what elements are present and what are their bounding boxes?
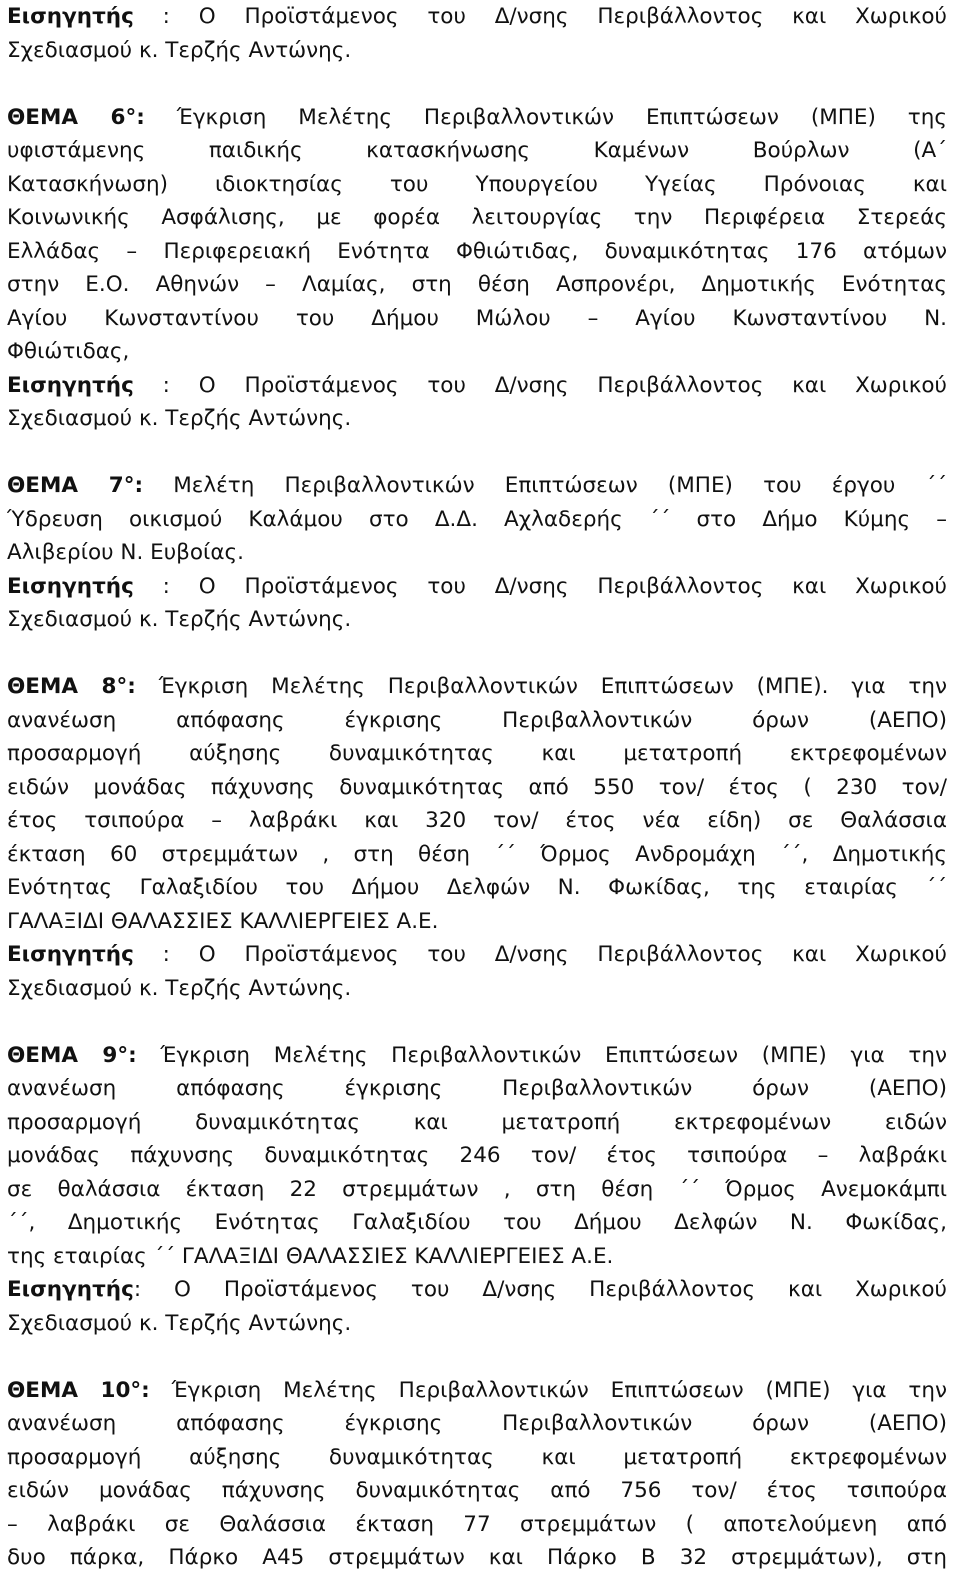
line-text: Έγκριση Μελέτης Περιβαλλοντικών Επιπτώσεων (ΜΠΕ) της [144, 104, 947, 130]
text-line [7, 402, 947, 436]
text-line [7, 804, 947, 838]
text-line [7, 704, 947, 738]
line-text: έτος τσιπούρα – λαβράκι και 320 τον/ έτος νέα είδη) σε Θαλάσσια [7, 808, 947, 833]
line-text: Μελέτη Περιβαλλοντικών Επιπτώσεων (ΜΠΕ) του έργου ΄΄ [143, 473, 947, 498]
line-text: : Ο Προϊστάμενος του Δ/νσης Περιβάλλοντος και Χωρικού [133, 573, 947, 599]
heading-line [7, 1374, 947, 1408]
blank-line [7, 67, 947, 101]
line-text: ειδών μονάδας πάχυνσης δυναμικότητας από 550 τον/ έτος ( 230 τον/ [7, 774, 947, 800]
bold-label: ΘΕΜΑ 10°: [7, 1377, 150, 1403]
line-text: – λαβράκι σε Θαλάσσια έκταση 77 στρεμμάτων ( αποτελούμενη από [7, 1511, 947, 1537]
text-line [7, 34, 947, 68]
heading-line [7, 0, 947, 34]
document-page [7, 0, 947, 1575]
line-text: στην Ε.Ο. Αθηνών – Λαμίας, στη θέση Ασπρονέρι, Δημοτικής Ενότητας [7, 272, 947, 297]
line-text: σε θαλάσσια έκταση 22 στρεμμάτων , στη θέση ΄΄ Όρμος Ανεμοκάμπι [7, 1176, 947, 1202]
heading-line [7, 938, 947, 972]
heading-line [7, 101, 947, 135]
line-text: Ύδρευση οικισμού Καλάμου στο Δ.Δ. Αχλαδερής ΄΄ στο Δήμο Κύμης – [7, 506, 947, 532]
text-line [7, 1206, 947, 1240]
line-text: : Ο Προϊστάμενος του Δ/νσης Περιβάλλοντος και Χωρικού [133, 942, 947, 967]
heading-line [7, 1039, 947, 1073]
line-text: Φθιώτιδας, [7, 339, 130, 364]
line-text: έκταση 60 στρεμμάτων , στη θέση ΄΄ Όρμος Ανδρομάχη ΄΄, Δημοτικής [7, 841, 947, 867]
heading-line [7, 469, 947, 503]
line-text: ΄΄, Δημοτικής Ενότητας Γαλαξιδίου του Δήμου Δελφών Ν. Φωκίδας, [7, 1210, 947, 1235]
bold-label: Εισηγητής [7, 4, 134, 29]
text-line [7, 201, 947, 235]
line-text: Σχεδιασμού κ. Τερζής Αντώνης. [7, 607, 352, 632]
heading-line [7, 570, 947, 604]
text-line [7, 235, 947, 269]
line-text: Σχεδιασμού κ. Τερζής Αντώνης. [7, 1310, 352, 1336]
text-line [7, 1106, 947, 1140]
text-line [7, 905, 947, 939]
line-text: Σχεδιασμού κ. Τερζής Αντώνης. [7, 406, 352, 431]
heading-line [7, 1273, 947, 1307]
blank-line [7, 637, 947, 671]
bold-label: Εισηγητής [7, 1277, 134, 1302]
line-text: ανανέωση απόφασης έγκρισης Περιβαλλοντικών όρων (ΑΕΠΟ) [7, 1076, 947, 1101]
heading-line [7, 670, 947, 704]
bold-label: ΘΕΜΑ 9°: [7, 1042, 137, 1068]
bold-label: ΘΕΜΑ 7°: [7, 473, 144, 498]
line-text: Σχεδιασμού κ. Τερζής Αντώνης. [7, 37, 352, 63]
line-text: : Ο Προϊστάμενος του Δ/νσης Περιβάλλοντος και Χωρικού [133, 372, 947, 398]
text-line [7, 771, 947, 805]
text-line [7, 1441, 947, 1475]
line-text: της εταιρίας ΄΄ ΓΑΛΑΞΙΔΙ ΘΑΛΑΣΣΙΕΣ ΚΑΛΛΙΕΡΓΕΙΕΣ Α.Ε. [7, 1243, 614, 1269]
line-text: Αγίου Κωνσταντίνου του Δήμου Μώλου – Αγίου Κωνσταντίνου Ν. [7, 305, 947, 331]
text-line [7, 1173, 947, 1207]
line-text: Ενότητας Γαλαξιδίου του Δήμου Δελφών Ν. Φωκίδας, της εταιρίας ΄΄ [7, 875, 947, 900]
bold-label: ΘΕΜΑ 6°: [7, 104, 145, 130]
line-text: Κατασκήνωση) ιδιοκτησίας του Υπουργείου Υγείας Πρόνοιας και [7, 171, 947, 197]
blank-line [7, 1340, 947, 1374]
heading-line [7, 369, 947, 403]
text-line [7, 838, 947, 872]
line-text: Έγκριση Μελέτης Περιβαλλοντικών Επιπτώσεων (ΜΠΕ) για την [136, 1042, 947, 1068]
line-text: ανανέωση απόφασης έγκρισης Περιβαλλοντικών όρων (ΑΕΠΟ) [7, 707, 947, 733]
text-line [7, 603, 947, 637]
line-text: δυο πάρκα, Πάρκο Α45 στρεμμάτων και Πάρκο Β 32 στρεμμάτων), στη [7, 1545, 947, 1570]
bold-label: ΘΕΜΑ 8°: [7, 674, 136, 699]
text-line [7, 302, 947, 336]
line-text: Έγκριση Μελέτης Περιβαλλοντικών Επιπτώσεων (ΜΠΕ) για την [149, 1377, 947, 1403]
text-line [7, 503, 947, 537]
blank-line [7, 436, 947, 470]
bold-label: Εισηγητής [7, 372, 134, 398]
line-text: Ελλάδας – Περιφερειακή Ενότητα Φθιώτιδας, δυναμικότητας 176 ατόμων [7, 238, 947, 264]
text-line [7, 1508, 947, 1542]
line-text: ανανέωση απόφασης έγκρισης Περιβαλλοντικών όρων (ΑΕΠΟ) [7, 1411, 947, 1436]
text-line [7, 1541, 947, 1575]
line-text: Έγκριση Μελέτης Περιβαλλοντικών Επιπτώσεων (ΜΠΕ). για την [135, 674, 947, 699]
text-line [7, 871, 947, 905]
text-line [7, 536, 947, 570]
text-line [7, 268, 947, 302]
line-text: Σχεδιασμού κ. Τερζής Αντώνης. [7, 975, 352, 1001]
line-text: ΓΑΛΑΞΙΔΙ ΘΑΛΑΣΣΙΕΣ ΚΑΛΛΙΕΡΓΕΙΕΣ Α.Ε. [7, 908, 439, 934]
text-line [7, 134, 947, 168]
text-line [7, 335, 947, 369]
text-line [7, 168, 947, 202]
text-line [7, 737, 947, 771]
text-line [7, 1474, 947, 1508]
text-line [7, 1307, 947, 1341]
text-line [7, 1072, 947, 1106]
line-text: ειδών μονάδας πάχυνσης δυναμικότητας από 756 τον/ έτος τσιπούρα [7, 1478, 947, 1503]
line-text: : Ο Προϊστάμενος του Δ/νσης Περιβάλλοντος και Χωρικού [133, 4, 947, 29]
line-text: : Ο Προϊστάμενος του Δ/νσης Περιβάλλοντος και Χωρικού [133, 1277, 947, 1302]
bold-label: Εισηγητής [7, 573, 134, 599]
line-text: προσαρμογή δυναμικότητας και μετατροπή εκτρεφομένων ειδών [7, 1109, 947, 1135]
line-text: μονάδας πάχυνσης δυναμικότητας 246 τον/ έτος τσιπούρα – λαβράκι [7, 1143, 947, 1168]
line-text: Αλιβερίου Ν. Ευβοίας. [7, 540, 244, 565]
text-line [7, 1407, 947, 1441]
line-text: προσαρμογή αύξησης δυναμικότητας και μετατροπή εκτρεφομένων [7, 741, 947, 766]
line-text: Κοινωνικής Ασφάλισης, με φορέα λειτουργίας την Περιφέρεια Στερεάς [7, 205, 947, 230]
line-text: προσαρμογή αύξησης δυναμικότητας και μετατροπή εκτρεφομένων [7, 1444, 947, 1470]
text-line [7, 972, 947, 1006]
line-text: υφιστάμενης παιδικής κατασκήνωσης Καμένων Βούρλων (Α΄ [7, 138, 947, 163]
text-line [7, 1240, 947, 1274]
blank-line [7, 1005, 947, 1039]
text-line [7, 1139, 947, 1173]
bold-label: Εισηγητής [7, 942, 134, 967]
